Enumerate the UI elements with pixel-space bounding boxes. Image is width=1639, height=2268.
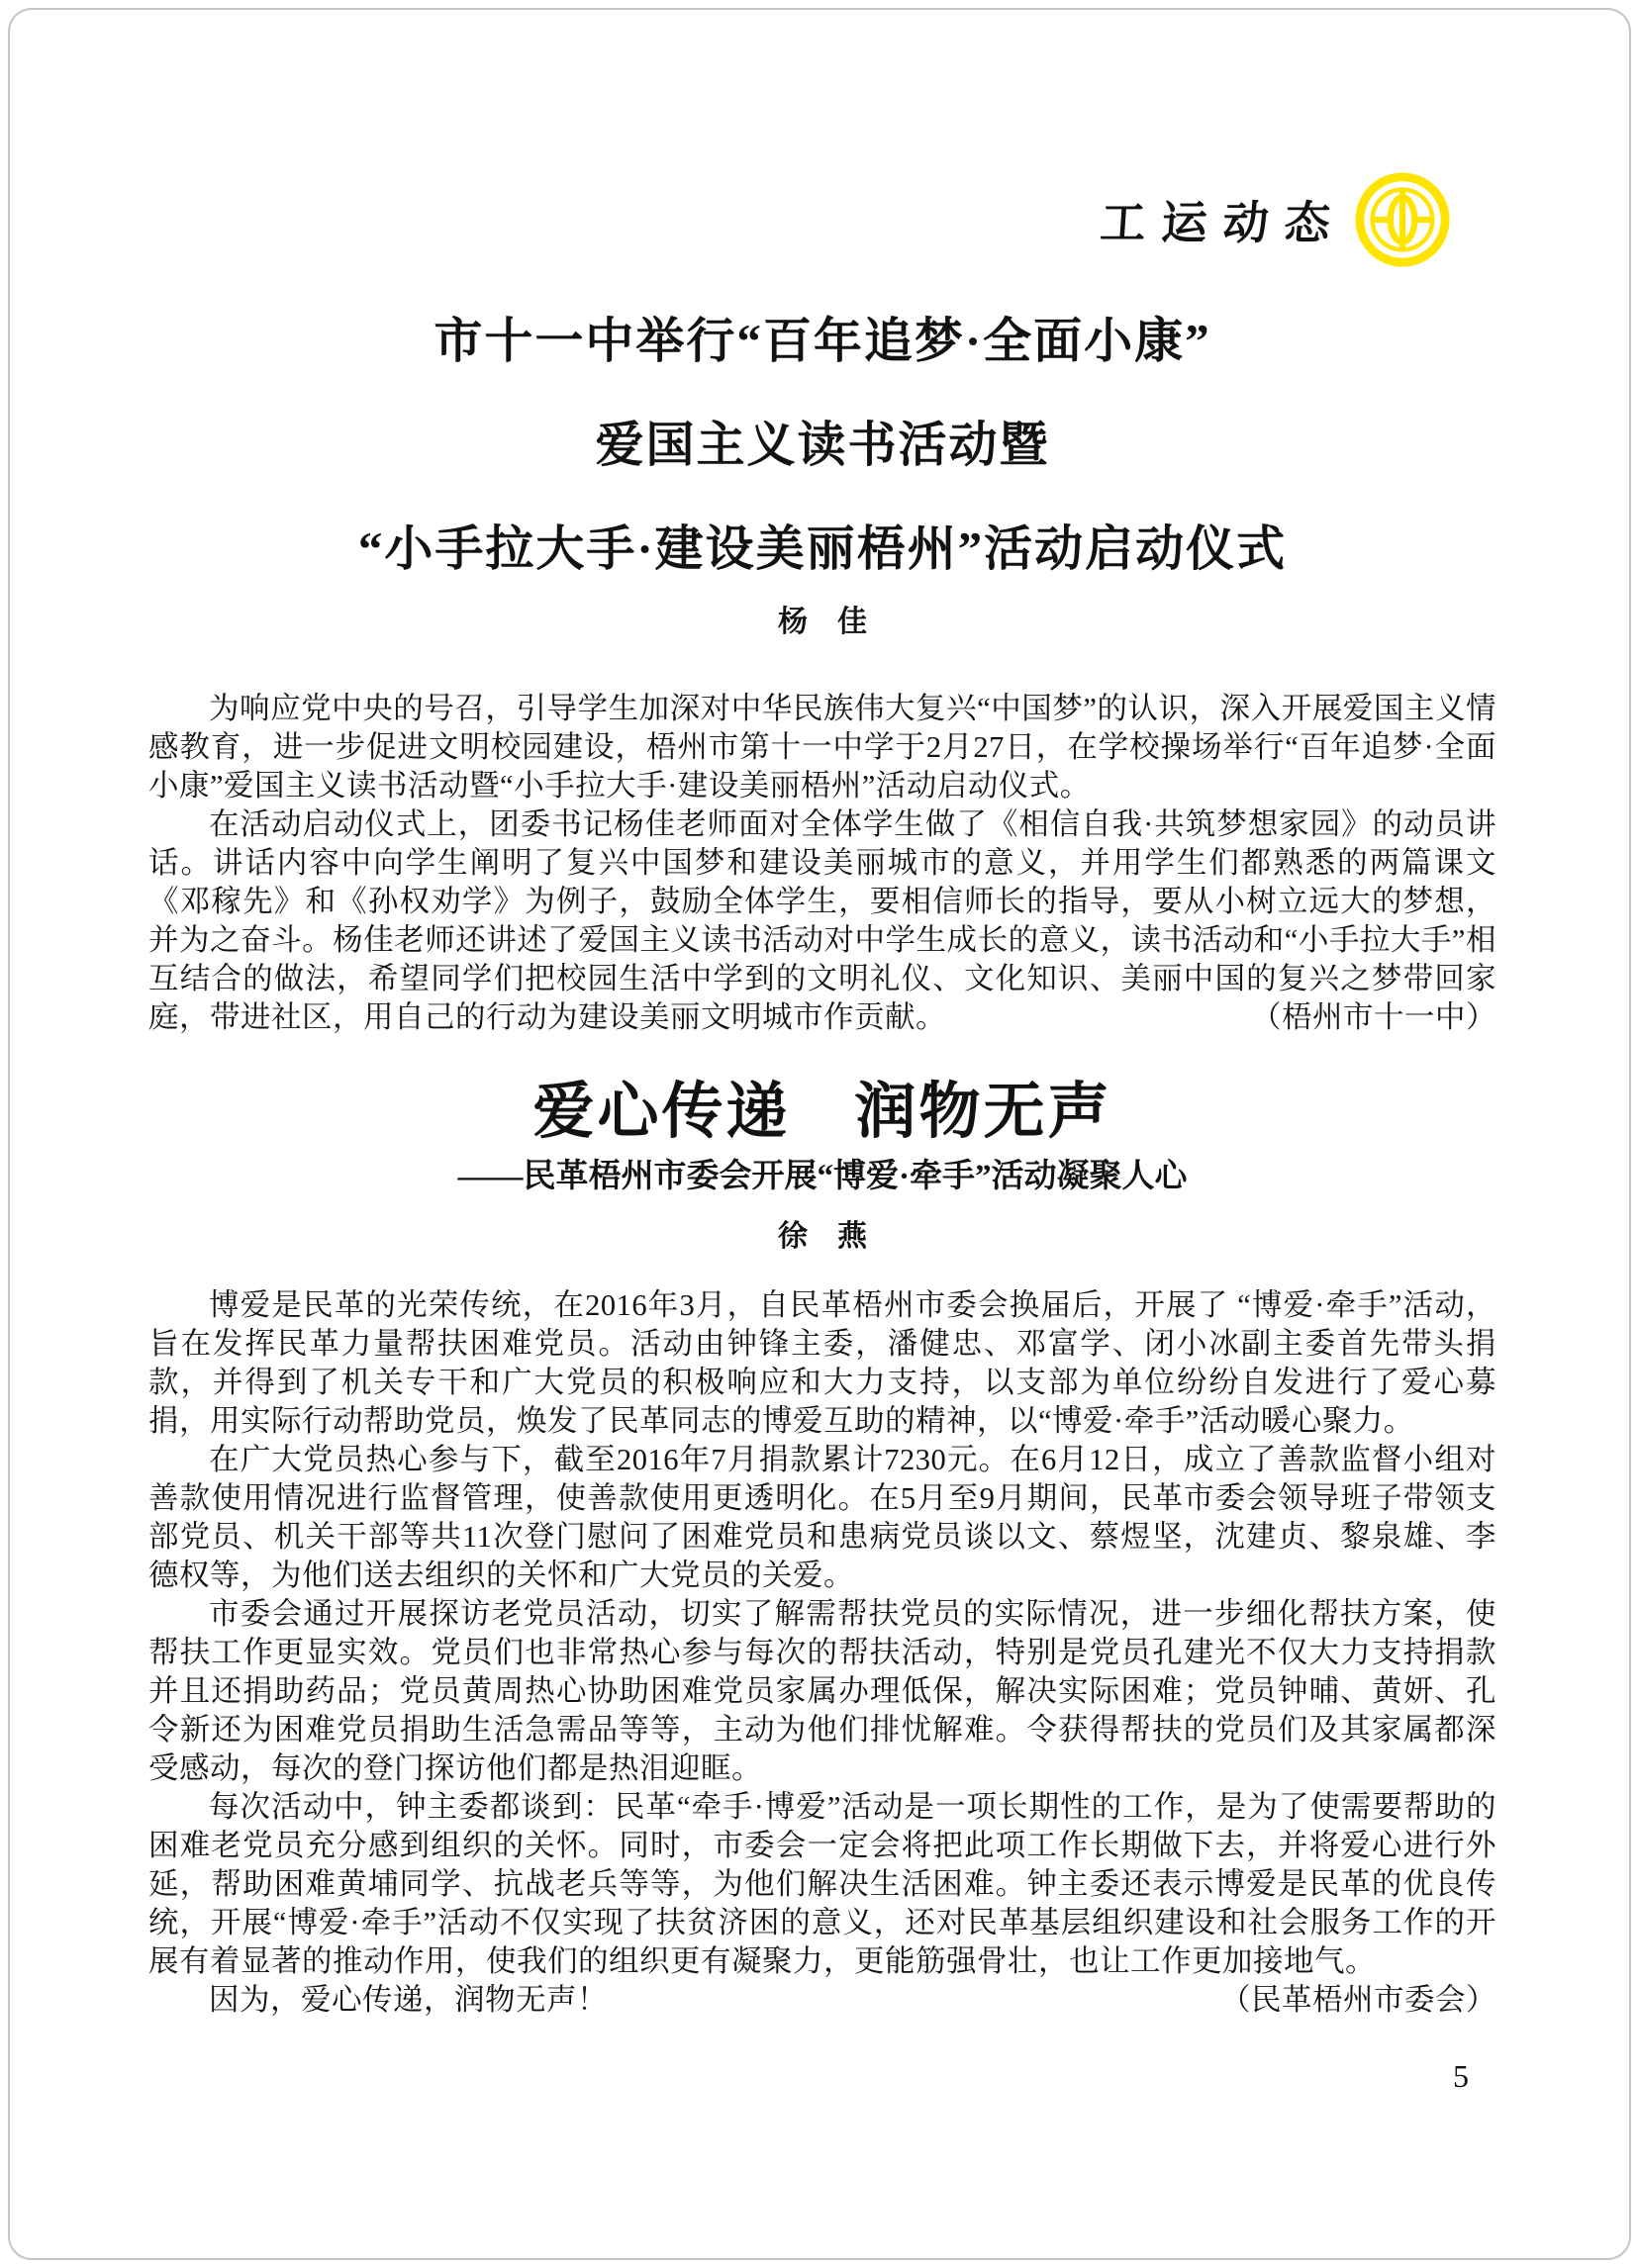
article2-attribution: （民革梧州市委会） — [1220, 1983, 1496, 2017]
article1-attribution: （梧州市十一中） — [1251, 1000, 1496, 1034]
article2-paragraph: 市委会通过开展探访老党员活动，切实了解需帮扶党员的实际情况，进一步细化帮扶方案，使帮扶工作更显实效。党员们也非常热心参与每次的帮扶活动，特别是党员孔建光不仅大力支持捐款并且还捐助药品；党员黄周热心协助困难党员家属办理低保，解决实际困难；党员钟晡、黄妍、孔令新还为困难党员捐助生活急需品等等，主动为他们排忧解难。令获得帮扶的党员们及其家属都深受感动，每次的登门探访他们都是热泪迎眶。 — [148, 1597, 1496, 1785]
article1-paragraph: 为响应党中央的号召，引导学生加深对中华民族伟大复兴“中国梦”的认识，深入开展爱国主义情感教育，进一步促进文明校园建设，梧州市第十一中学于2月27日，在学校操场举行“百年追梦·全面小康”爱国主义读书活动暨“小手拉大手·建设美丽梧州”活动启动仪式。 — [148, 692, 1496, 803]
article1-paragraph-text: 在活动启动仪式上，团委书记杨佳老师面对全体学生做了《相信自我·共筑梦想家园》的动员讲话。讲话内容中向学生阐明了复兴中国梦和建设美丽城市的意义，并用学生们都熟悉的两篇课文《邓稼先》和《孙权劝学》为例子，鼓励全体学生，要相信师长的指导，要从小树立远大的梦想，并为之奋斗。杨佳老师还讲述了爱国主义读书活动对中学生成长的意义，读书活动和“小手拉大手”相互结合的做法，希望同学们把校园生活中学到的文明礼仪、文化知识、美丽中国的复兴之梦带回家庭，带进社区，用自己的行动为建设美丽文明城市作贡献。 — [148, 807, 1496, 1034]
article2-author: 徐 燕 — [778, 1220, 867, 1253]
article1-title — [148, 289, 1496, 601]
page-number: 5 — [1453, 2058, 1469, 2094]
article2-closing-paragraph — [148, 1981, 1496, 2020]
article2-closing-text: 因为，爱心传递，润物无声！ — [209, 1983, 608, 2017]
article1-title-line1: 市十一中举行“百年追梦·全面小康” — [434, 314, 1211, 368]
article2-subtitle: ——民革梧州市委会开展“博爱·牵手”活动凝聚人心 — [457, 1159, 1188, 1194]
page-content — [148, 0, 1496, 2020]
column-header-label: 工运动态 — [1098, 197, 1348, 248]
article1-title-line3: “小手拉大手·建设美丽梧州”活动启动仪式 — [357, 521, 1288, 576]
article2-paragraph: 在广大党员热心参与下，截至2016年7月捐款累计7230元。在6月12日，成立了善款监督小组对善款使用情况进行监督管理，使善款使用更透明化。在5月至9月期间，民革市委会领导班子带领支部党员、机关干部等共11次登门慰问了困难党员和患病党员谈以文、蔡煜坚，沈建贞、黎泉雄、李德权等，为他们送去组织的关怀和广大党员的关爱。 — [148, 1443, 1496, 1592]
article2-paragraph: 每次活动中，钟主委都谈到：民革“牵手·博爱”活动是一项长期性的工作，是为了使需要帮助的困难老党员充分感到组织的关怀。同时，市委会一定会将把此项工作长期做下去，并将爱心进行外延，帮助困难黄埔同学、抗战老兵等等，为他们解决生活困难。钟主委还表示博爱是民革的优良传统，开展“博爱·牵手”活动不仅实现了扶贫济困的意义，还对民革基层组织建设和社会服务工作的开展有着显著的推动作用，使我们的组织更有凝聚力，更能筋强骨壮，也让工作更加接地气。 — [148, 1790, 1496, 1978]
article1-paragraph — [148, 805, 1496, 1037]
article1-author: 杨 佳 — [778, 606, 867, 638]
article1-title-line2: 爱国主义读书活动暨 — [595, 418, 1050, 472]
article2-paragraph: 博爱是民革的光荣传统，在2016年3月，自民革梧州市委会换届后，开展了 “博爱·牵手”活动，旨在发挥民革力量帮扶困难党员。活动由钟锋主委，潘健忠、邓富学、闭小冰副主委首先带头捐款，并得到了机关专干和广大党员的积极响应和大力支持，以支部为单位纷纷自发进行了爱心募捐，用实际行动帮助党员，焕发了民革同志的博爱互助的精神，以“博爱·牵手”活动暖心聚力。 — [148, 1288, 1496, 1438]
article2-title: 爱心传递 润物无声 — [532, 1079, 1112, 1146]
